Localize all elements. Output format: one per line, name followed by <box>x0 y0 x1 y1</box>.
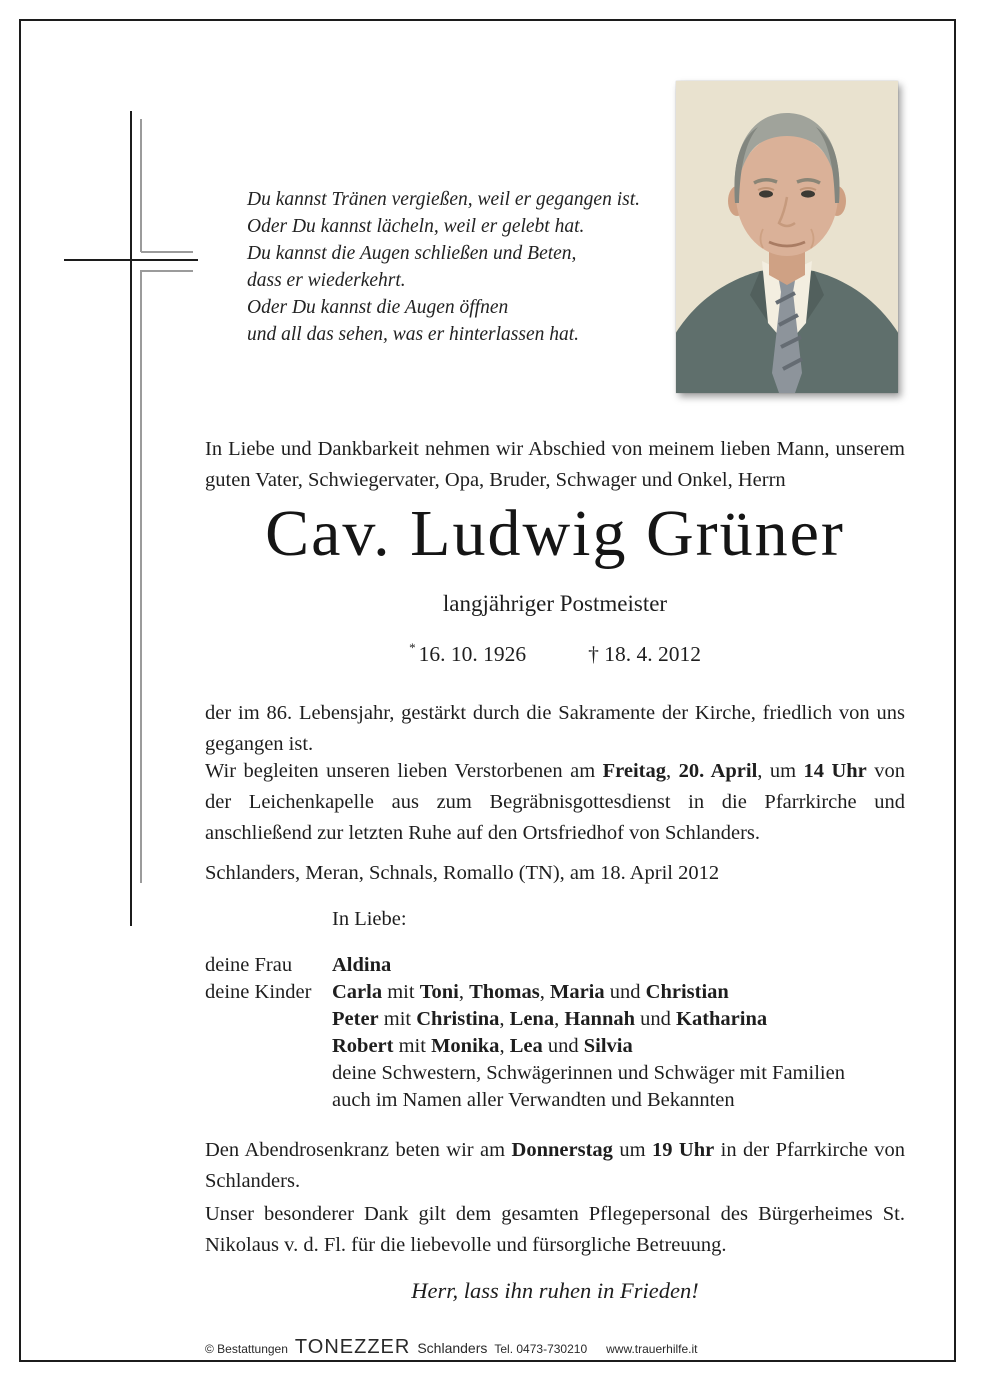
family-row <box>205 1060 905 1087</box>
family-names: auch im Namen aller Verwandten und Bekannten <box>332 1089 735 1111</box>
death-date-value: 18. 4. 2012 <box>604 642 701 666</box>
deceased-name: Cav. Ludwig Grüner <box>265 497 845 570</box>
poem-line: Oder Du kannst lächeln, weil er gelebt hat. <box>247 216 585 237</box>
footer-website: www.trauerhilfe.it <box>606 1342 698 1356</box>
cross-vertical-black-line <box>130 111 132 926</box>
family-row <box>205 952 905 979</box>
prayer-line: Herr, lass ihn ruhen in Frieden! <box>411 1278 699 1303</box>
face <box>736 134 838 256</box>
eye-right <box>801 190 815 197</box>
family-label <box>205 1006 332 1033</box>
footer <box>205 1336 698 1359</box>
footer-copyright: © Bestattungen <box>205 1342 288 1356</box>
passing-paragraph: der im 86. Lebensjahr, gestärkt durch die Sakramente der Kirche, friedlich von uns gegangen ist. <box>205 702 905 755</box>
poem-line: dass er wiederkehrt. <box>247 270 406 291</box>
cross-horizontal-gray-lower-line <box>141 270 193 272</box>
cross-horizontal-black-line <box>64 259 198 261</box>
family-names: Robert mit Monika, Lea und Silvia <box>332 1035 633 1057</box>
life-dates <box>205 640 905 667</box>
family-label <box>205 1060 332 1087</box>
family-label: deine Frau <box>205 954 293 976</box>
poem-line: Du kannst Tränen vergießen, weil er gegangen ist. <box>247 189 641 210</box>
family-list <box>205 952 905 1114</box>
portrait-photo <box>676 81 898 393</box>
family-row <box>205 1087 905 1114</box>
birth-date-value: 16. 10. 1926 <box>418 642 527 666</box>
intro-paragraph: In Liebe und Dankbarkeit nehmen wir Abschied von meinem lieben Mann, unserem guten Vater, Schwiegervater, Opa, Bruder, Schwager und Onkel, Herrn <box>205 438 905 491</box>
family-row <box>205 1033 905 1060</box>
family-label <box>205 1087 332 1114</box>
birth-date <box>409 642 526 666</box>
cross-vertical-gray-lower-line <box>140 270 142 883</box>
deceased-subtitle: langjähriger Postmeister <box>442 591 668 616</box>
footer-city: Schlanders <box>417 1340 488 1356</box>
death-date <box>588 642 701 666</box>
footer-company: TONEZZER <box>294 1336 411 1358</box>
family-label: deine Kinder <box>205 981 312 1003</box>
cross-horizontal-gray-upper-line <box>141 251 193 253</box>
cross-vertical-gray-upper-line <box>140 119 142 252</box>
eye-left <box>759 190 773 197</box>
thanks-paragraph: Unser besonderer Dank gilt dem gesamten Pflegepersonal des Bürgerheimes St. Nikolaus v. d. Fl. für die liebevolle und fürsorgliche Betreuung. <box>205 1203 905 1256</box>
funeral-paragraph: Wir begleiten unseren lieben Verstorbenen am Freitag, 20. April, um 14 Uhr von der Leichenkapelle aus zum Begräbnisgottesdienst in die Pfarrkirche und anschließend zur letzten Ruhe auf den Ortsfriedhof von Schlanders. <box>205 760 906 844</box>
poem-line: Oder Du kannst die Augen öffnen <box>247 297 509 318</box>
family-row <box>205 979 905 1006</box>
rosary-paragraph: Den Abendrosenkranz beten wir am Donnerstag um 19 Uhr in der Pfarrkirche von Schlanders. <box>205 1139 905 1192</box>
poem-line: und all das sehen, was er hinterlassen hat. <box>247 324 580 345</box>
family-row <box>205 1006 905 1033</box>
in-liebe-label: In Liebe: <box>332 908 407 930</box>
family-names: Carla mit Toni, Thomas, Maria und Christian <box>332 981 729 1003</box>
death-symbol: † <box>588 642 599 666</box>
poem-line: Du kannst die Augen schließen und Beten, <box>247 243 577 264</box>
birth-symbol: * <box>409 640 416 655</box>
footer-phone: Tel. 0473-730210 <box>494 1342 588 1356</box>
family-names: Aldina <box>332 954 392 976</box>
family-names: Peter mit Christina, Lena, Hannah und Katharina <box>332 1008 768 1030</box>
family-label <box>205 1033 332 1060</box>
places-line: Schlanders, Meran, Schnals, Romallo (TN), am 18. April 2012 <box>205 862 720 884</box>
memorial-poem <box>247 186 640 348</box>
family-names: deine Schwestern, Schwägerinnen und Schwäger mit Familien <box>332 1062 845 1084</box>
